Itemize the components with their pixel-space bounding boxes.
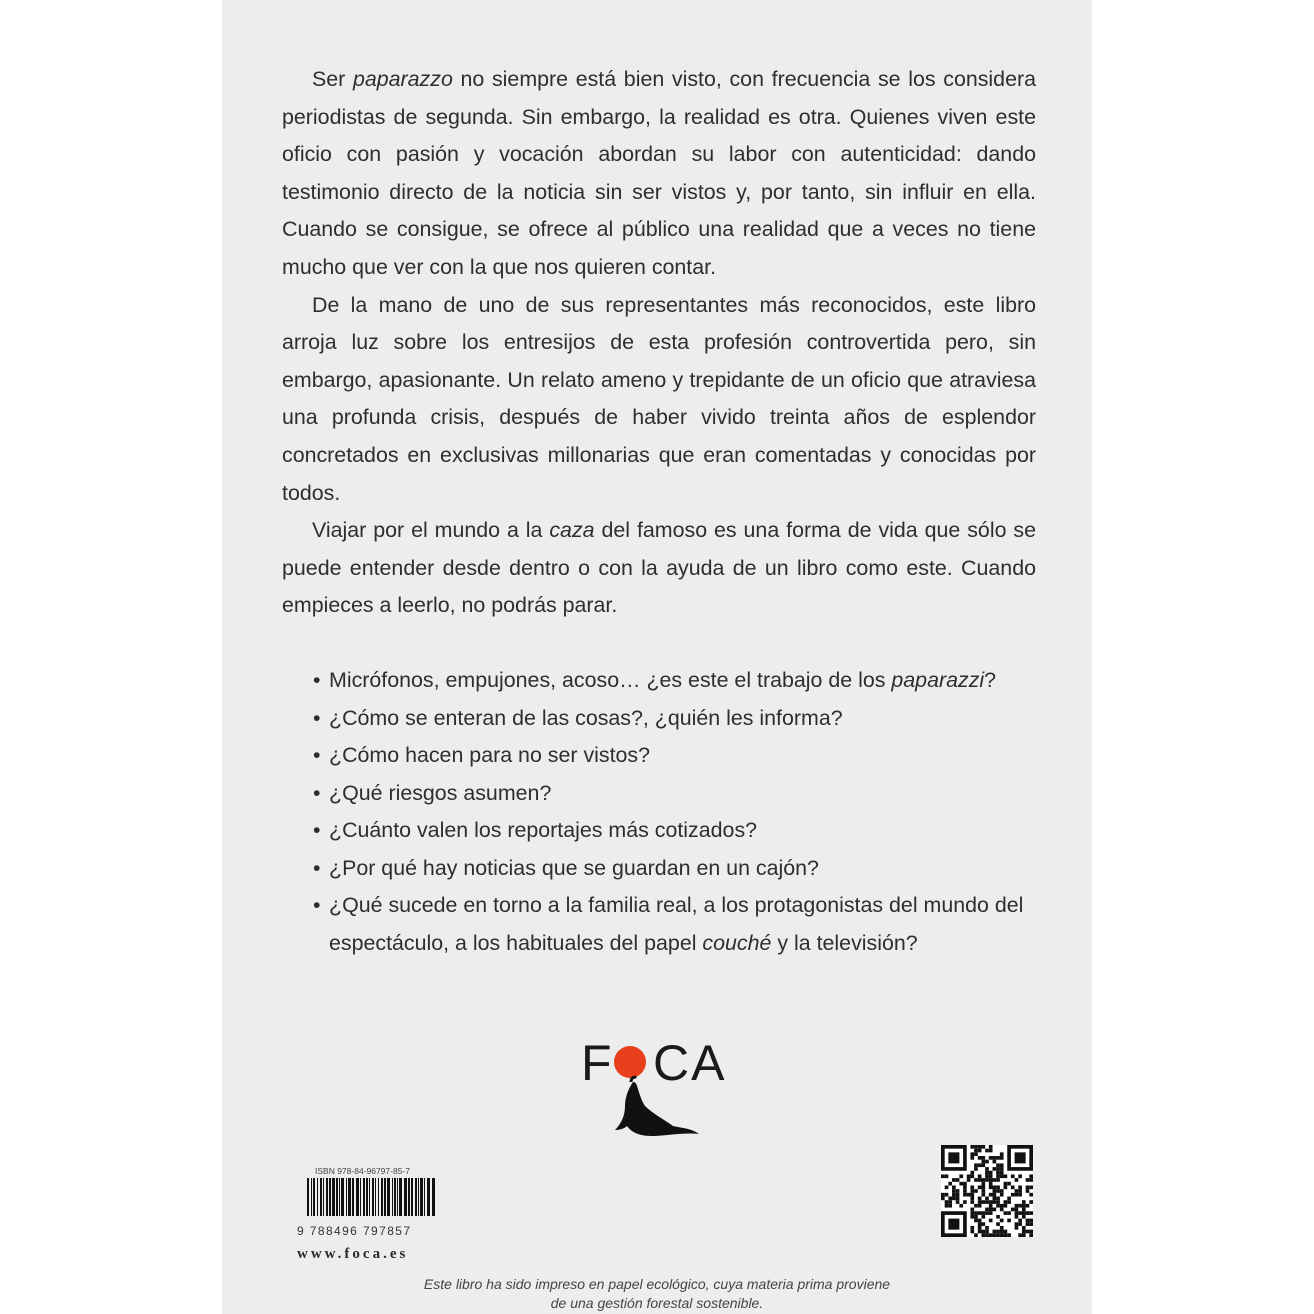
svg-text:F: F	[581, 1035, 612, 1091]
question-item: • ¿Cuánto valen los reportajes más cotizados?	[282, 812, 1036, 850]
qr-code-icon	[941, 1145, 1033, 1237]
eco-note-line-2: de una gestión forestal sostenible.	[550, 1295, 764, 1311]
blurb-paragraph-1: Ser paparazzo no siempre está bien visto, con frecuencia se los considera periodistas de segunda. Sin embargo, la realidad es otra. Quienes viven este oficio con pasión y vocación abordan su labor con autenticidad: dando testimonio directo de la noticia sin ser vistos y, por tanto, sin influir en ella. Cuando se consigue, se ofrece al público una realidad que a veces no tiene mucho que ver con la que nos quieren contar.	[282, 67, 1036, 279]
blurb-paragraph-3: Viajar por el mundo a la caza del famoso es una forma de vida que sólo se puede entender desde dentro o con la ayuda de un libro como este. Cuando empieces a leerlo, no podrás parar.	[282, 518, 1036, 618]
eco-print-note	[222, 1275, 1092, 1313]
question-item: • ¿Qué sucede en torno a la familia real, a los protagonistas del mundo del espectáculo, a los habituales del papel couché y la televisión?	[282, 887, 1036, 962]
isbn-label: ISBN 978-84-96797-85-7	[315, 1166, 410, 1176]
publisher-logo	[581, 1030, 736, 1148]
question-item: • ¿Cómo hacen para no ser vistos?	[282, 737, 1036, 775]
seal-logo-icon	[581, 1030, 736, 1148]
question-item: • ¿Qué riesgos asumen?	[282, 775, 1036, 813]
barcode-digits: 9 788496 797857	[297, 1224, 412, 1238]
question-item: • Micrófonos, empujones, acoso… ¿es este el trabajo de los paparazzi?	[282, 662, 1036, 700]
svg-text:CA: CA	[653, 1035, 727, 1091]
eco-note-line-1: Este libro ha sido impreso en papel ecológico, cuya materia prima proviene	[423, 1276, 891, 1292]
question-list	[282, 662, 1036, 963]
blurb-text	[282, 61, 1036, 963]
publisher-website: www.foca.es	[297, 1246, 409, 1262]
question-item: • ¿Cómo se enteran de las cosas?, ¿quién les informa?	[282, 700, 1036, 738]
question-item: • ¿Por qué hay noticias que se guardan en un cajón?	[282, 850, 1036, 888]
isbn-barcode-block	[297, 1164, 447, 1263]
blurb-paragraph-2: De la mano de uno de sus representantes más reconocidos, este libro arroja luz sobre los entresijos de esta profesión controvertida pero, sin embargo, apasionante. Un relato ameno y trepidante de un oficio que atraviesa una profunda crisis, después de haber vivido treinta años de esplendor concretados en exclusivas millonarias que eran comentadas y conocidas por todos.	[282, 292, 1036, 505]
barcode-icon	[307, 1178, 457, 1222]
